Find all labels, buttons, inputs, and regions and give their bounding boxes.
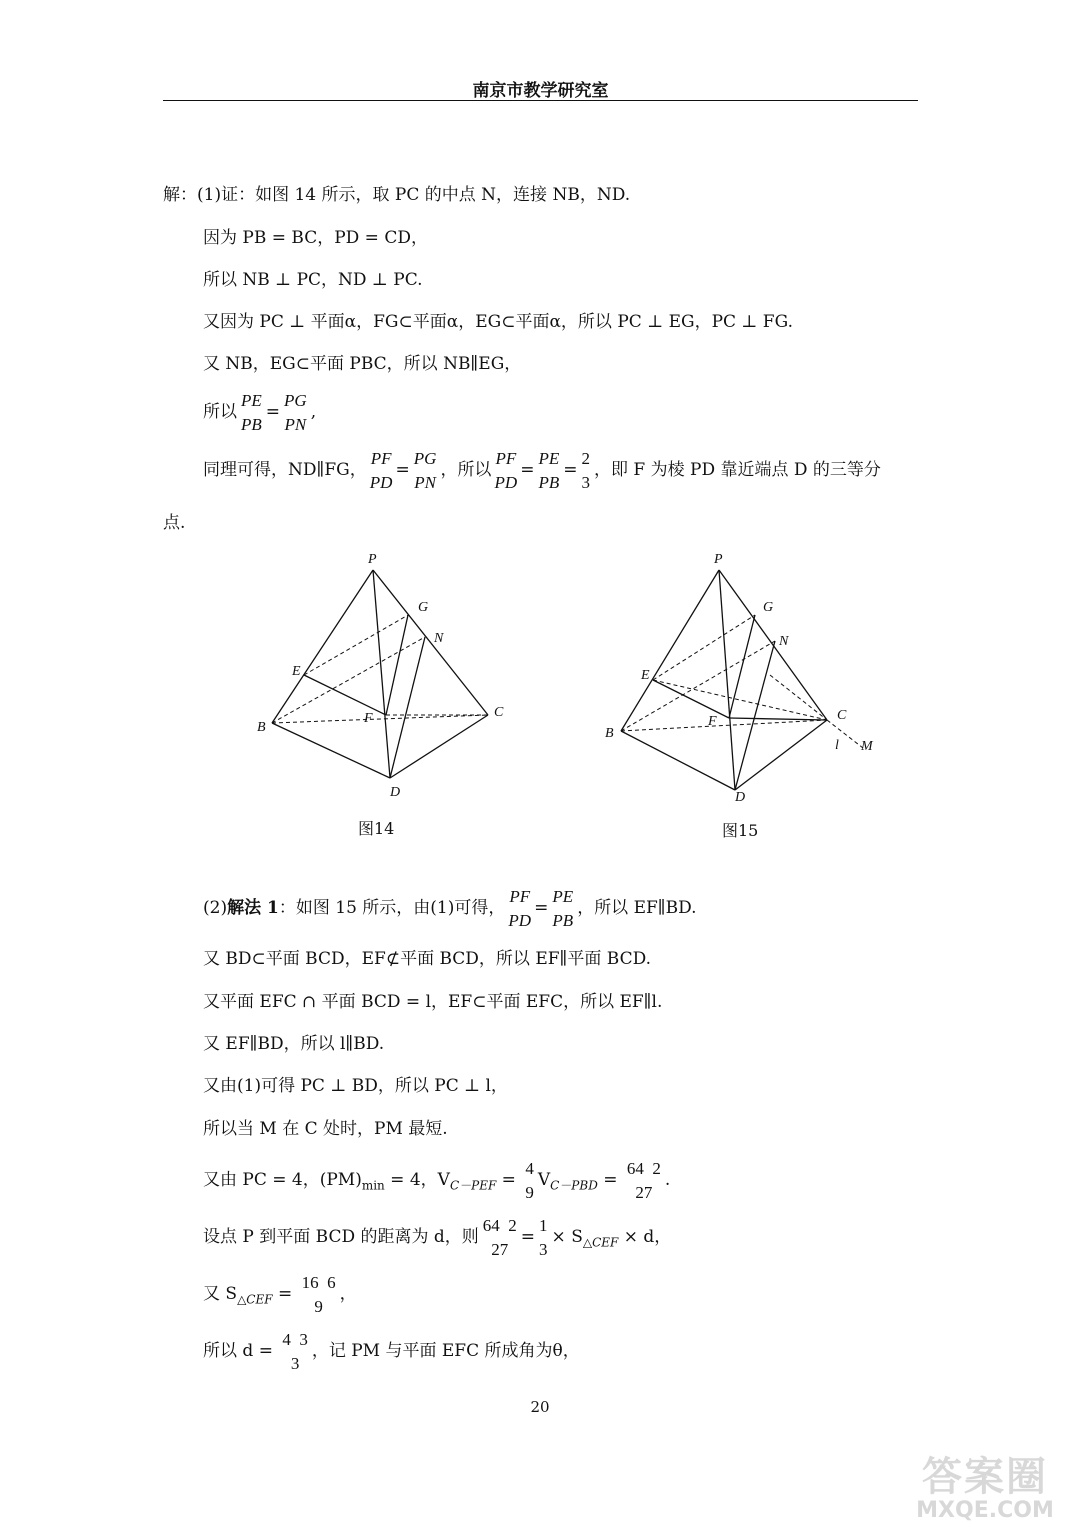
subscript: △CEF — [237, 1292, 273, 1307]
label-N: N — [434, 631, 444, 646]
text-mid: 所以 — [457, 460, 492, 480]
text-mid: = 4，V — [384, 1170, 450, 1190]
fraction: PF PD — [369, 448, 393, 492]
label-F: F — [364, 711, 373, 726]
fraction: 1 3 — [539, 1215, 548, 1259]
text-prefix: 又由 PC = 4，(PM) — [203, 1170, 362, 1190]
text-prefix: 所以 — [203, 402, 237, 422]
figure-14-caption: 图14 — [358, 819, 395, 838]
solution-line-6: 所以 PE PB = PG PN , — [203, 388, 316, 437]
fraction: 4 9 — [525, 1158, 534, 1202]
text-prefix: 设点 P 到平面 BCD 的距离为 d，则 — [203, 1227, 479, 1247]
label-B: B — [605, 726, 614, 741]
label-P: P — [714, 552, 723, 567]
text-end: × d， — [618, 1227, 672, 1247]
equals: = — [272, 1284, 298, 1304]
page-number: 20 — [530, 1398, 550, 1416]
fraction: PG PN — [413, 448, 437, 492]
label-M: M — [861, 739, 873, 754]
solution2-line-2: 又 BD⊂平面 BCD，EF⊄平面 BCD，所以 EF∥平面 BCD. — [203, 949, 652, 969]
text-post: × S — [551, 1227, 583, 1247]
fraction: 2 3 — [581, 448, 590, 492]
fraction: PG PN — [284, 390, 307, 434]
solution2-line-8: 设点 P 到平面 BCD 的距离为 d，则 64 2 27 = 1 3 × $S_{\triangle CEF} \times d$， — [203, 1213, 671, 1266]
fraction: 4 3 3 — [282, 1329, 308, 1373]
solution-line-2: 因为 PB = BC，PD = CD， — [203, 228, 428, 248]
solution2-line-5: 又由(1)可得 PC ⊥ BD，所以 PC ⊥ l， — [203, 1076, 508, 1096]
fraction: PE PB — [241, 390, 262, 434]
label-E: E — [292, 664, 301, 679]
solution-line-5: 又 NB，EG⊂平面 PBC，所以 NB∥EG， — [203, 354, 522, 374]
subscript: C－PBD — [550, 1178, 598, 1193]
solution2-line-10 — [203, 1327, 580, 1376]
text-post: 所以 EF∥BD. — [594, 898, 697, 918]
fraction: PE PB — [552, 886, 574, 930]
subscript: △CEF — [582, 1235, 619, 1250]
text-mid: ：如图 15 所示，由(1)可得， — [278, 898, 506, 918]
solution2-line-6: 所以当 M 在 C 处时，PM 最短. — [203, 1119, 448, 1139]
text-prefix: 所以 d = — [203, 1341, 279, 1361]
solution2-line-3: 又平面 EFC ∩ 平面 BCD = l，EF⊂平面 EFC，所以 EF∥l. — [203, 992, 663, 1012]
text-prefix: (2) — [203, 898, 228, 918]
label-B: B — [257, 720, 266, 735]
page-header: 南京市教学研究室 — [472, 81, 609, 101]
fraction: PE PB — [538, 448, 560, 492]
label-P: P — [368, 552, 377, 567]
label-D: D — [390, 785, 401, 800]
label-l: l — [835, 738, 839, 753]
label-D: D — [735, 790, 746, 805]
solution-line-4: 又因为 PC ⊥ 平面α，FG⊂平面α，EG⊂平面α，所以 PC ⊥ EG，PC ⊥ FG. — [203, 312, 793, 332]
watermark-bottom: MXQE.COM — [916, 1498, 1054, 1523]
equals: = — [496, 1170, 522, 1190]
label-G: G — [418, 600, 429, 615]
solution-line-8: 点. — [163, 513, 186, 533]
fraction: 64 2 27 — [482, 1215, 517, 1259]
fraction: PF PD — [508, 886, 532, 930]
subscript: min — [361, 1178, 385, 1193]
figure-15-caption: 图15 — [722, 821, 759, 840]
solution2-line-9: 又 $S_{\triangle CEF}$ = 16 6 9 ， — [203, 1270, 357, 1323]
figure-14 — [240, 545, 520, 805]
solution2-line-4: 又 EF∥BD，所以 l∥BD. — [203, 1034, 385, 1054]
watermark — [900, 1455, 1070, 1525]
solution2-line-1: (2)解法 1：如图 15 所示，由(1)可得， PF PD = PE PB ，所以 EF∥BD. — [203, 884, 697, 933]
solution2-line-7: 又由 PC = 4，$(PM)_{min} = 4$，$V_{C-PEF}$ = 4 9 $V_{C-PBD}$ = 64 2 27 . — [203, 1156, 670, 1209]
watermark-top: 答案圈 — [922, 1454, 1048, 1500]
label-N: N — [779, 634, 789, 649]
solution-line-1: 解：(1)证：如图 14 所示，取 PC 的中点 N，连接 NB，ND. — [163, 185, 631, 205]
volume-symbol: V — [537, 1170, 551, 1190]
text-prefix: 又 S — [203, 1284, 238, 1304]
figure-15 — [595, 545, 895, 805]
label-E: E — [641, 668, 650, 683]
label-C: C — [837, 708, 847, 723]
fraction: PF PD — [494, 448, 518, 492]
label-G: G — [763, 600, 774, 615]
text-prefix: 同理可得，ND∥FG， — [203, 460, 367, 480]
label-C: C — [494, 705, 504, 720]
subscript: C－PEF — [449, 1178, 497, 1193]
header-rule — [163, 100, 918, 101]
solution-line-3: 所以 NB ⊥ PC，ND ⊥ PC. — [203, 270, 423, 290]
text-post: ，记 PM 与平面 EFC 所成角为θ， — [311, 1341, 580, 1361]
fraction: 64 2 27 — [626, 1158, 661, 1202]
solution-line-7: 同理可得，ND∥FG， PF PD = PG PN ，所以 PF PD = PE PB = 2 3 ，即 F 为棱 PD 靠近端点 D 的三等分 — [203, 446, 881, 495]
method-heading: 解法 1 — [227, 898, 279, 918]
text-post: 即 F 为棱 PD 靠近端点 D 的三等分 — [611, 460, 881, 480]
fraction: 16 6 9 — [301, 1272, 336, 1316]
label-F: F — [708, 714, 717, 729]
